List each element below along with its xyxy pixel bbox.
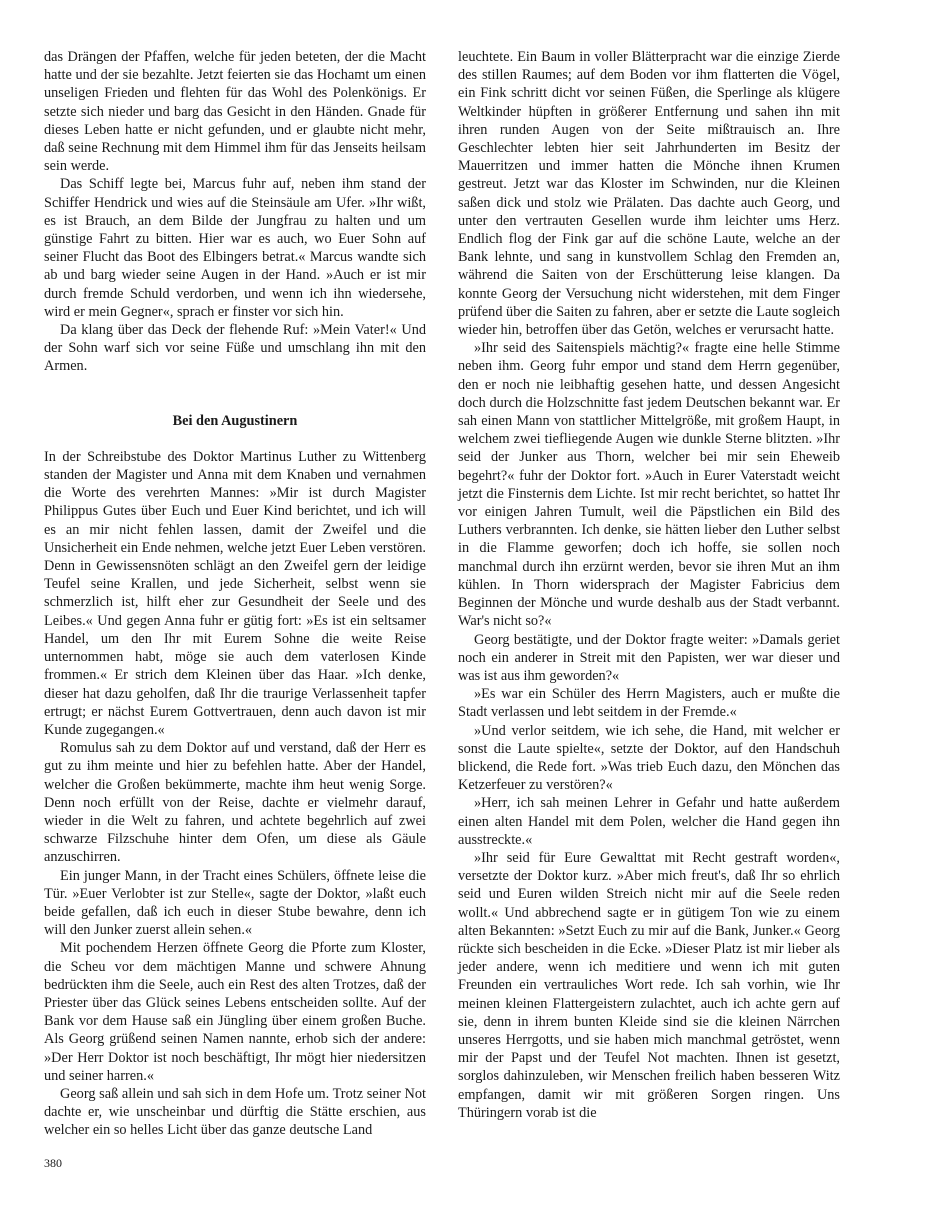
paragraph: Romulus sah zu dem Doktor auf und verstand, daß der Herr es gut zu ihm meinte und hier zu befehlen hatte. Aber der Handel, welcher die Großen bekümmerte, machte ihm heut wenig Sorge. Denn noch erfüllt von der Reise, dachte er vielmehr darauf, wieder in die Welt zu fahren, und achtete begehrlich auf zwei schwarze Filzschuhe hinter dem Ofen, um diese als Gäule anzuschirren. — [44, 740, 426, 866]
paragraph: »Ihr seid des Saitenspiels mächtig?« fragte eine helle Stimme neben ihm. Georg fuhr empor und stand dem Herrn gegenüber, den er noch nie leibhaftig gesehen hatte, und dessen Angesicht doch durch die Holzschnitte fast jedem Deutschen bekannt war. Er sah einen Mann von stattlicher Mittelgröße, mit großem Haupt, in welchem zwei tiefliegende Augen wie dunkle Sterne blitzten. »Ihr seid der Junker aus Thorn, welcher bei mir sein Eheweib begehrt?« fuhr der Doktor fort. »Auch in Eurer Vaterstadt weicht jetzt die Finsternis dem Lichte. Ist mir recht berichtet, so hattet Ihr vor einigen Jahren Tumult, weil die Päpstlichen ein Bild des Luthers verbrannten. Ich denke, sie hätten lieber den Luther selbst in die Flamme geworfen; doch ich hoffe, sie sollen noch manchmal durch ihn erzürnt werden, bevor sie ihren Mut an ihm kühlen. In Thorn widersprach der Magister Fabricius dem Beginnen der Mönche und wurde deshalb aus der Stadt verbannt. War's nicht so?« — [458, 340, 840, 630]
paragraph: »Es war ein Schüler des Herrn Magisters, auch er mußte die Stadt verlassen und lebt seitdem in der Fremde.« — [458, 686, 840, 721]
paragraph: Das Schiff legte bei, Marcus fuhr auf, neben ihm stand der Schiffer Hendrick und wies auf die Steinsäule am Ufer. »Ihr wißt, es ist Brauch, an dem Bilde der Jungfrau zu halten und um günstige Fahrt zu bitten. Hier war es auch, wo Euer Sohn auf seiner Flucht das Boot des Elbingers betrat.« Marcus wandte sich ab und barg wieder seine Augen in der Hand. »Auch er ist mir durch fremde Schuld verdorben, und wenn ich ihn wiedersehe, wird er mein Gegner«, sprach er finster vor sich hin. — [44, 176, 426, 320]
paragraph: Mit pochendem Herzen öffnete Georg die Pforte zum Kloster, die Scheu vor dem mächtigen Manne und schwere Ahnung bedrückten ihm die Seele, auch ein Rest des alten Trotzes, daß der Priester über das Glück seines Lebens entscheiden sollte. Auf der Bank vor dem Hause saß ein Jüngling über einem großen Buche. Als Georg grüßend seinen Namen nannte, erhob sich der andere: »Der Herr Doktor ist noch beschäftigt, Ihr mögt hier niedersitzen und seiner harren.« — [44, 940, 426, 1084]
paragraph: leuchtete. Ein Baum in voller Blätterpracht war die einzige Zierde des stillen Raumes; auf dem Boden vor ihm flatterten die Vögel, ein Fink schritt dicht vor seinen Füßen, die Sperlinge als klügere Weltkinder hüpften in größerer Entfernung und sahen ihn mit ihren runden Augen von der Seite mißtrauisch an. Ihre Geschlechter lebten hier seit Jahrhunderten im Besitz der Mauerritzen und immer hatten die Mönche ihnen Krumen gestreut. Jetzt war das Kloster im Schwinden, nur die Kleinen saßen dick und stolz wie Prälaten. Das dachte auch Georg, und unter den vertrauten Gesellen wurde ihm leichter ums Herz. Endlich flog der Fink gar auf die schöne Laute, welche an der Bank lehnte, und sang in kunstvollem Schlag den Fremden an, während die Saiten von der Erschütterung leise klangen. Da konnte Georg der Versuchung nicht widerstehen, mit dem Finger prüfend über die Saiten zu fahren, aber er setzte die Laute sogleich wieder hin, betroffen über das Getön, welches er verursacht hatte. — [458, 49, 840, 339]
paragraph: Georg bestätigte, und der Doktor fragte weiter: »Damals geriet noch ein anderer in Streit mit den Papisten, wer war dieser und was ist aus ihm geworden?« — [458, 631, 840, 684]
paragraph: »Ihr seid für Eure Gewalttat mit Recht gestraft worden«, versetzte der Doktor kurz. »Aber mich freut's, daß Ihr so ehrlich seid und Euren wilden Streich nicht mir auf die Seele reden wollt.« Und abbrechend sagte er in gütigem Ton wie zu einem alten Bekannten: »Setzt Euch zu mir auf die Bank, Junker.« Georg rückte sich bescheiden in die Ecke. »Dieser Platz ist mir lieber als jeder andere, wenn ich meditiere und wenn ich mit guten Freunden ein vertrauliches Wort rede. Ich sah vorhin, wie Ihr meinen kleinen Flattergeistern zulachtet, auch ich achte gern auf sie, denn in ihrem bunten Kleide sind sie die kleinen Närrchen unseres Herrgotts, und sie haben mich manchmal getröstet, wenn mir der Papst und der Teufel Not machten. Ihnen ist gesetzt, sorglos dahinzuleben, wir Menschen freilich haben besseren Witz empfangen, damit wir mit größeren Sorgen ringen. Uns Thüringern vorab ist die — [458, 849, 840, 1121]
page-number: 380 — [44, 1156, 62, 1170]
paragraph: Ein junger Mann, in der Tracht eines Schülers, öffnete leise die Tür. »Euer Verlobter ist zur Stelle«, sagte der Doktor, »laßt euch beide gefallen, daß ich euch in dieser Stube bewahre, denn ich will den Junker zuerst allein sehen.« — [44, 867, 426, 939]
paragraph: Da klang über das Deck der flehende Ruf: »Mein Vater!« Und der Sohn warf sich vor seine Füße und umschlang ihn mit den Armen. — [44, 322, 426, 375]
paragraph: »Und verlor seitdem, wie ich sehe, die Hand, mit welcher er sonst die Laute spielte«, setzte der Doktor, auf den Handschuh blickend, die Rede fort. »Was trieb Euch dazu, den Mönchen das Ketzerfeuer zu verstören?« — [458, 722, 840, 794]
paragraph: In der Schreibstube des Doktor Martinus Luther zu Wittenberg standen der Magister und Anna mit dem Knaben und vernahmen die Worte des verehrten Mannes: »Mir ist durch Magister Philippus Gutes über Euch und Euer Kind berichtet, und ich will es an mir nicht fehlen lassen, damit der Zweifel und die Unsicherheit ein Ende nehmen, welche jetzt Euer Leben verstören. Denn in Gewissensnöten schlägt an den Zweifel gern der leidige Teufel seine Krallen, und jede Sicherheit, selbst wenn sie schmerzlich ist, hilft eher zur Gesundheit der Seele und des Leibes.« Und gegen Anna fuhr er gütig fort: »Es ist ein seltsamer Handel, um den Ihr mit Eurem Sohne die weite Reise unternommen habt, möge sie auch dem vaterlosen Kinde frommen.« Er strich dem Kleinen über das Haar. »Ich denke, dieser hat dazu geholfen, daß Ihr die traurige Verlassenheit tapfer ertrugt; er nächst Eurem Gottvertrauen, denn auch davon ist mir Kunde zugegangen.« — [44, 448, 426, 738]
paragraph: das Drängen der Pfaffen, welche für jeden beteten, der die Macht hatte und der sie bezahlte. Jetzt feierten sie das Hochamt um einen unseligen Frieden und flehten für das Wohl des Polenkönigs. Er setzte sich nieder und barg das Gesicht in den Händen. Gnade für dieses Leben hatte er nicht gefunden, und er glaubte nicht mehr, daß seine Rechnung mit dem Himmel ihm für das Jenseits heilsam sein werde. — [44, 49, 426, 175]
right-column — [458, 48, 840, 1122]
left-column — [44, 48, 426, 1140]
paragraph: »Herr, ich sah meinen Lehrer in Gefahr und hatte außerdem einen alten Handel mit dem Polen, welcher die Hand gegen ihn ausstreckte.« — [458, 795, 840, 848]
chapter-heading: Bei den Augustinern — [172, 412, 298, 429]
paragraph: Georg saß allein und sah sich in dem Hofe um. Trotz seiner Not dachte er, wie unscheinbar und dürftig die Stätte erschien, aus welcher ein so helles Licht über das ganze deutsche Land — [44, 1085, 426, 1139]
